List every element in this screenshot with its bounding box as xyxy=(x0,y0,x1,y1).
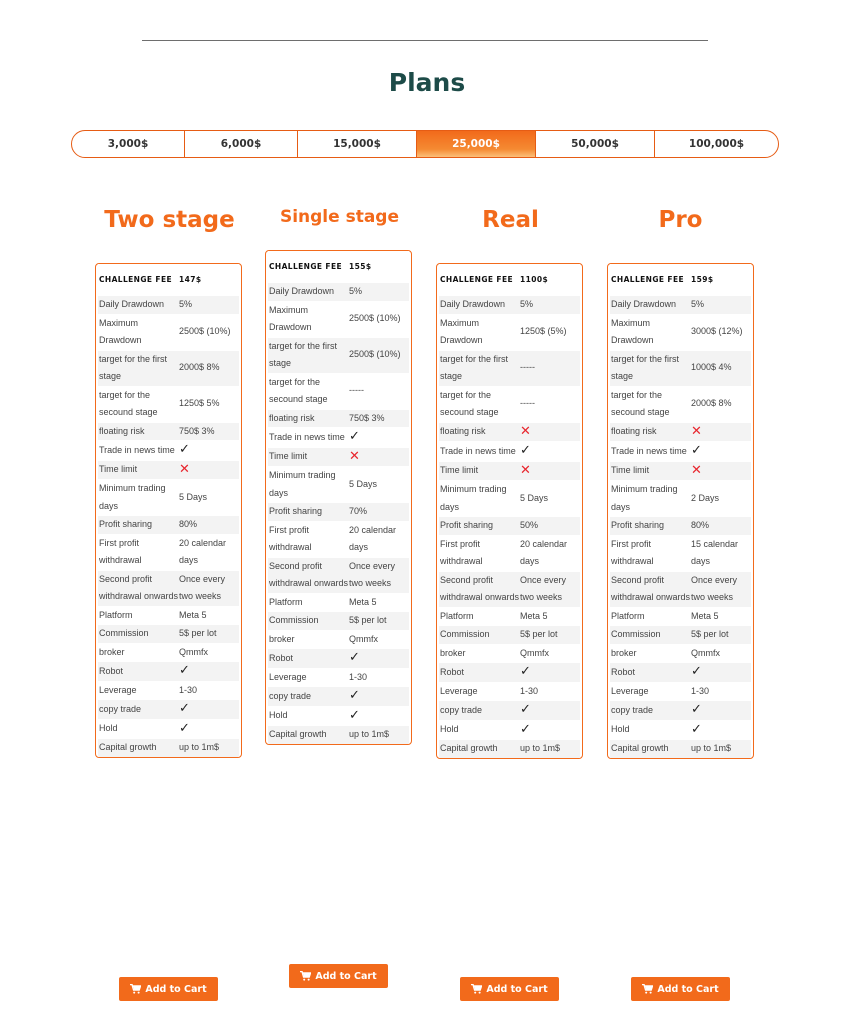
table-row xyxy=(439,721,580,741)
tab-25000[interactable]: 25,000$ xyxy=(417,131,536,157)
cart-icon xyxy=(471,984,482,994)
row-value: up to 1m$ xyxy=(691,743,732,753)
cross-icon: ✕ xyxy=(520,462,531,478)
cart-icon xyxy=(642,984,653,994)
table-row xyxy=(268,283,409,302)
table-row xyxy=(439,663,580,683)
row-label: Profit sharing xyxy=(99,519,153,529)
row-label: Second profit withdrawal onwards xyxy=(440,574,520,602)
cart-icon xyxy=(130,984,141,994)
row-label: floating risk xyxy=(440,426,486,436)
cross-icon: ✕ xyxy=(349,448,360,464)
row-value: ----- xyxy=(520,362,535,373)
row-value: 5$ per lot xyxy=(691,629,729,639)
row-value: 2 Days xyxy=(691,492,720,503)
table-row xyxy=(439,442,580,462)
row-value: 5% xyxy=(349,286,363,296)
row-value: 5% xyxy=(179,299,193,309)
check-icon: ✓ xyxy=(691,721,702,737)
table-row xyxy=(610,721,751,741)
row-value: 5$ per lot xyxy=(520,629,558,639)
row-label: target for the secound stage xyxy=(440,389,499,417)
row-value: 5$ per lot xyxy=(179,628,217,638)
row-label: Profit sharing xyxy=(611,520,665,530)
table-row xyxy=(268,726,409,744)
table-row xyxy=(98,700,239,720)
table-row xyxy=(98,315,239,351)
cross-icon: ✕ xyxy=(520,423,531,439)
table-row xyxy=(268,558,409,594)
table-row xyxy=(98,644,239,663)
row-value: 5 Days xyxy=(349,478,378,489)
cross-icon xyxy=(179,461,239,480)
row-value: 750$ 3% xyxy=(179,425,215,436)
row-value: 2500$ (10%) xyxy=(349,313,401,324)
table-row xyxy=(268,338,409,374)
tab-50000[interactable]: 50,000$ xyxy=(536,131,655,157)
tab-3000[interactable]: 3,000$ xyxy=(72,131,185,157)
table-row xyxy=(98,571,239,607)
row-label: Trade in news time xyxy=(99,444,175,455)
row-label: Maximum Drawdown xyxy=(611,317,654,345)
add-to-cart-button-real[interactable] xyxy=(460,977,559,1001)
table-row xyxy=(98,480,239,516)
row-value: up to 1m$ xyxy=(179,742,220,752)
table-row xyxy=(268,467,409,503)
table-row xyxy=(98,351,239,387)
row-label: Time limit xyxy=(269,451,308,461)
row-label: Daily Drawdown xyxy=(440,299,506,309)
row-value: 2000$ 8% xyxy=(179,362,220,373)
table-row xyxy=(439,315,580,351)
row-value: ----- xyxy=(520,398,535,409)
table-row xyxy=(439,608,580,627)
challenge-fee-label: CHALLENGE FEE xyxy=(611,274,685,284)
cross-icon: ✕ xyxy=(179,461,190,477)
table-row xyxy=(610,740,751,758)
row-label: target for the first stage xyxy=(269,340,338,368)
row-label: Time limit xyxy=(611,465,650,475)
tab-100000[interactable]: 100,000$ xyxy=(688,138,745,150)
table-row xyxy=(610,572,751,608)
table-row xyxy=(98,516,239,535)
check-icon: ✓ xyxy=(691,443,702,458)
table-row xyxy=(98,739,239,757)
row-label: Robot xyxy=(269,652,294,663)
row-value: 3000$ (12%) xyxy=(691,326,743,337)
row-label: First profit withdrawal xyxy=(611,538,654,566)
table-header-row xyxy=(610,264,751,296)
table-row xyxy=(268,428,409,448)
check-icon: ✓ xyxy=(691,664,702,679)
add-to-cart-button-pro[interactable] xyxy=(631,977,730,1001)
table-row xyxy=(268,612,409,631)
table-row xyxy=(98,625,239,644)
challenge-fee-value: 147$ xyxy=(179,274,202,284)
add-to-cart-button-single-stage[interactable] xyxy=(289,964,388,988)
challenge-fee-value: 1100$ xyxy=(520,274,549,284)
check-icon xyxy=(520,721,580,740)
row-value: ----- xyxy=(349,385,364,396)
row-value: 1250$ (5%) xyxy=(520,326,567,337)
plan-title-two-stage: Two stage xyxy=(104,207,235,233)
row-value: 1-30 xyxy=(179,684,198,695)
check-icon: ✓ xyxy=(349,429,360,444)
row-value: 750$ 3% xyxy=(349,412,385,423)
row-label: Second profit withdrawal onwards xyxy=(99,573,179,601)
table-row xyxy=(268,448,409,468)
table-row xyxy=(439,387,580,423)
table-row xyxy=(610,536,751,572)
check-icon: ✓ xyxy=(349,707,360,723)
row-value: Meta 5 xyxy=(179,609,207,620)
check-icon xyxy=(179,441,239,460)
row-value: up to 1m$ xyxy=(520,743,561,753)
check-icon xyxy=(349,428,409,447)
table-row xyxy=(439,572,580,608)
row-label: Trade in news time xyxy=(611,445,687,456)
row-label: Hold xyxy=(269,710,288,720)
table-row xyxy=(610,645,751,664)
table-header-row xyxy=(439,264,580,296)
table-row xyxy=(439,536,580,572)
row-value: 2500$ (10%) xyxy=(349,349,401,360)
table-row xyxy=(268,522,409,558)
table-row xyxy=(98,296,239,315)
check-icon: ✓ xyxy=(520,721,531,737)
row-label: Maximum Drawdown xyxy=(99,317,142,345)
check-icon xyxy=(349,649,409,668)
row-label: target for the first stage xyxy=(99,353,168,381)
row-label: Maximum Drawdown xyxy=(440,317,483,345)
row-label: Commission xyxy=(611,629,661,639)
tab-15000[interactable]: 15,000$ xyxy=(298,131,417,157)
row-value: Qmmfx xyxy=(520,647,549,658)
table-row xyxy=(439,645,580,664)
challenge-fee-value: 155$ xyxy=(349,261,372,271)
row-label: Profit sharing xyxy=(440,520,494,530)
row-value: Once every two weeks xyxy=(349,560,396,588)
check-icon xyxy=(520,663,580,682)
check-icon: ✓ xyxy=(179,442,190,457)
row-label: copy trade xyxy=(611,704,654,715)
row-label: floating risk xyxy=(269,412,315,423)
challenge-fee-label: CHALLENGE FEE xyxy=(269,261,343,271)
table-row xyxy=(439,481,580,517)
check-icon: ✓ xyxy=(520,664,531,679)
row-value: 1250$ 5% xyxy=(179,398,220,409)
row-label: Commission xyxy=(269,615,319,625)
cross-icon xyxy=(520,423,580,442)
table-row xyxy=(439,683,580,702)
row-label: Platform xyxy=(611,610,645,621)
row-value: up to 1m$ xyxy=(349,729,390,739)
cross-icon: ✕ xyxy=(691,423,702,439)
check-icon xyxy=(691,721,751,740)
table-row xyxy=(268,410,409,429)
row-label: Capital growth xyxy=(611,743,669,753)
row-value: 1-30 xyxy=(520,685,539,696)
row-label: Second profit withdrawal onwards xyxy=(611,574,691,602)
page-title: Plans xyxy=(388,68,466,97)
plan-title-pro: Pro xyxy=(658,207,703,233)
table-header-row xyxy=(268,251,409,283)
row-label: Leverage xyxy=(99,684,137,695)
row-label: Commission xyxy=(440,629,490,639)
plan-table-real xyxy=(436,263,583,759)
row-value: 1000$ 4% xyxy=(691,362,732,373)
table-row xyxy=(98,441,239,461)
row-value: 1-30 xyxy=(691,685,710,696)
check-icon xyxy=(691,663,751,682)
row-label: broker xyxy=(99,646,125,657)
row-value: 1-30 xyxy=(349,671,368,682)
add-to-cart-label: Add to Cart xyxy=(486,983,548,995)
check-icon xyxy=(691,701,751,720)
check-icon: ✓ xyxy=(691,702,702,717)
row-label: Daily Drawdown xyxy=(611,299,677,309)
row-value: 5% xyxy=(691,299,705,309)
table-row xyxy=(610,517,751,536)
cross-icon xyxy=(349,448,409,467)
row-value: Once every two weeks xyxy=(691,574,738,602)
row-value: Qmmfx xyxy=(349,633,378,644)
check-icon xyxy=(349,707,409,726)
row-label: Leverage xyxy=(611,685,649,696)
add-to-cart-button-two-stage[interactable] xyxy=(119,977,218,1001)
check-icon xyxy=(691,442,751,461)
row-label: Minimum trading days xyxy=(611,484,678,512)
table-row xyxy=(268,594,409,613)
check-icon xyxy=(179,662,239,681)
check-icon xyxy=(179,720,239,739)
row-value: Qmmfx xyxy=(179,646,208,657)
row-value: 5% xyxy=(520,299,534,309)
row-label: First profit withdrawal xyxy=(269,524,312,552)
table-row xyxy=(268,503,409,522)
check-icon xyxy=(520,442,580,461)
table-row xyxy=(268,707,409,727)
cart-icon xyxy=(300,971,311,981)
table-row xyxy=(98,720,239,740)
plan-size-tabs xyxy=(71,130,779,158)
row-label: target for the first stage xyxy=(611,353,680,381)
table-row xyxy=(98,662,239,682)
tab-6000[interactable]: 6,000$ xyxy=(185,131,298,157)
row-label: Minimum trading days xyxy=(99,483,166,511)
plan-title-single-stage: Single stage xyxy=(279,207,400,227)
table-row xyxy=(439,296,580,315)
row-value: 5 Days xyxy=(179,491,208,502)
row-label: Minimum trading days xyxy=(440,484,507,512)
table-row xyxy=(610,351,751,387)
row-label: Maximum Drawdown xyxy=(269,304,312,332)
row-label: target for the secound stage xyxy=(611,389,670,417)
row-label: Daily Drawdown xyxy=(99,299,165,309)
table-row xyxy=(439,423,580,443)
cross-icon xyxy=(691,462,751,481)
cross-icon xyxy=(691,423,751,442)
table-row xyxy=(98,461,239,481)
add-to-cart-label: Add to Cart xyxy=(145,983,207,995)
check-icon: ✓ xyxy=(179,701,190,716)
table-row xyxy=(268,687,409,707)
row-label: Robot xyxy=(611,666,636,677)
table-row xyxy=(439,517,580,536)
row-value: 80% xyxy=(691,520,710,530)
row-label: Daily Drawdown xyxy=(269,286,335,296)
table-row xyxy=(439,701,580,721)
row-label: floating risk xyxy=(611,426,657,436)
table-row xyxy=(610,663,751,683)
row-value: 5$ per lot xyxy=(349,615,387,625)
check-icon: ✓ xyxy=(349,650,360,665)
table-header-row xyxy=(98,264,239,296)
row-label: broker xyxy=(440,647,466,658)
challenge-fee-label: CHALLENGE FEE xyxy=(440,274,514,284)
table-row xyxy=(98,535,239,571)
check-icon: ✓ xyxy=(520,443,531,458)
row-label: copy trade xyxy=(269,690,312,701)
table-row xyxy=(439,626,580,645)
row-label: First profit withdrawal xyxy=(440,538,483,566)
row-value: Meta 5 xyxy=(691,610,719,621)
table-row xyxy=(98,682,239,701)
row-label: Time limit xyxy=(99,464,138,474)
row-label: Trade in news time xyxy=(440,445,516,456)
row-label: Leverage xyxy=(440,685,478,696)
row-label: Capital growth xyxy=(99,742,157,752)
row-value: 20 calendar days xyxy=(179,537,227,565)
challenge-fee-label: CHALLENGE FEE xyxy=(99,274,173,284)
table-row xyxy=(268,631,409,650)
row-value: Meta 5 xyxy=(349,596,377,607)
row-label: Hold xyxy=(440,724,459,734)
table-row xyxy=(610,315,751,351)
row-label: Second profit withdrawal onwards xyxy=(269,560,349,588)
row-label: Capital growth xyxy=(440,743,498,753)
table-row xyxy=(610,701,751,721)
row-value: 15 calendar days xyxy=(691,538,739,566)
check-icon: ✓ xyxy=(179,720,190,736)
table-row xyxy=(610,683,751,702)
row-value: Qmmfx xyxy=(691,647,720,658)
plan-table-two-stage xyxy=(95,263,242,758)
row-value: Once every two weeks xyxy=(179,573,226,601)
row-label: target for the secound stage xyxy=(269,376,328,404)
check-icon xyxy=(179,700,239,719)
row-label: Platform xyxy=(269,596,303,607)
table-row xyxy=(439,351,580,387)
check-icon: ✓ xyxy=(179,663,190,678)
add-to-cart-label: Add to Cart xyxy=(657,983,719,995)
row-value: Once every two weeks xyxy=(520,574,567,602)
table-row xyxy=(439,462,580,482)
row-label: Hold xyxy=(611,724,630,734)
row-value: 2000$ 8% xyxy=(691,398,732,409)
row-label: Robot xyxy=(440,666,465,677)
row-label: Hold xyxy=(99,723,118,733)
row-label: target for the first stage xyxy=(440,353,509,381)
row-label: copy trade xyxy=(440,704,483,715)
row-value: 50% xyxy=(520,520,539,530)
row-label: Minimum trading days xyxy=(269,470,336,498)
table-row xyxy=(98,387,239,423)
table-row xyxy=(610,462,751,482)
row-value: 5 Days xyxy=(520,492,549,503)
row-label: Profit sharing xyxy=(269,506,323,516)
row-label: Leverage xyxy=(269,671,307,682)
top-divider xyxy=(142,40,708,41)
table-row xyxy=(610,423,751,443)
row-label: broker xyxy=(269,633,295,644)
row-value: 70% xyxy=(349,506,368,516)
cross-icon xyxy=(520,462,580,481)
row-label: Commission xyxy=(99,628,149,638)
row-value: 80% xyxy=(179,519,198,529)
row-label: target for the secound stage xyxy=(99,389,158,417)
row-label: broker xyxy=(611,647,637,658)
plan-table-pro xyxy=(607,263,754,759)
cross-icon: ✕ xyxy=(691,462,702,478)
row-value: 2500$ (10%) xyxy=(179,326,231,337)
table-row xyxy=(98,423,239,442)
table-row xyxy=(610,608,751,627)
row-label: Platform xyxy=(440,610,474,621)
row-value: 20 calendar days xyxy=(520,538,568,566)
row-label: floating risk xyxy=(99,425,145,436)
row-label: copy trade xyxy=(99,703,142,714)
row-label: Time limit xyxy=(440,465,479,475)
row-value: 20 calendar days xyxy=(349,524,397,552)
table-row xyxy=(610,626,751,645)
table-row xyxy=(610,442,751,462)
challenge-fee-value: 159$ xyxy=(691,274,714,284)
table-row xyxy=(268,374,409,410)
row-label: Trade in news time xyxy=(269,431,345,442)
row-label: Platform xyxy=(99,609,133,620)
table-row xyxy=(439,740,580,758)
row-label: Robot xyxy=(99,665,124,676)
table-row xyxy=(268,302,409,338)
table-row xyxy=(268,649,409,669)
check-icon: ✓ xyxy=(520,702,531,717)
table-row xyxy=(610,481,751,517)
table-row xyxy=(98,607,239,626)
check-icon xyxy=(349,687,409,706)
table-row xyxy=(610,296,751,315)
row-value: Meta 5 xyxy=(520,610,548,621)
table-row xyxy=(610,387,751,423)
table-row xyxy=(268,669,409,688)
check-icon: ✓ xyxy=(349,688,360,703)
check-icon xyxy=(520,701,580,720)
row-label: First profit withdrawal xyxy=(99,537,142,565)
plan-table-single-stage xyxy=(265,250,412,745)
row-label: Capital growth xyxy=(269,729,327,739)
plan-title-real: Real xyxy=(482,207,539,233)
add-to-cart-label: Add to Cart xyxy=(315,970,377,982)
